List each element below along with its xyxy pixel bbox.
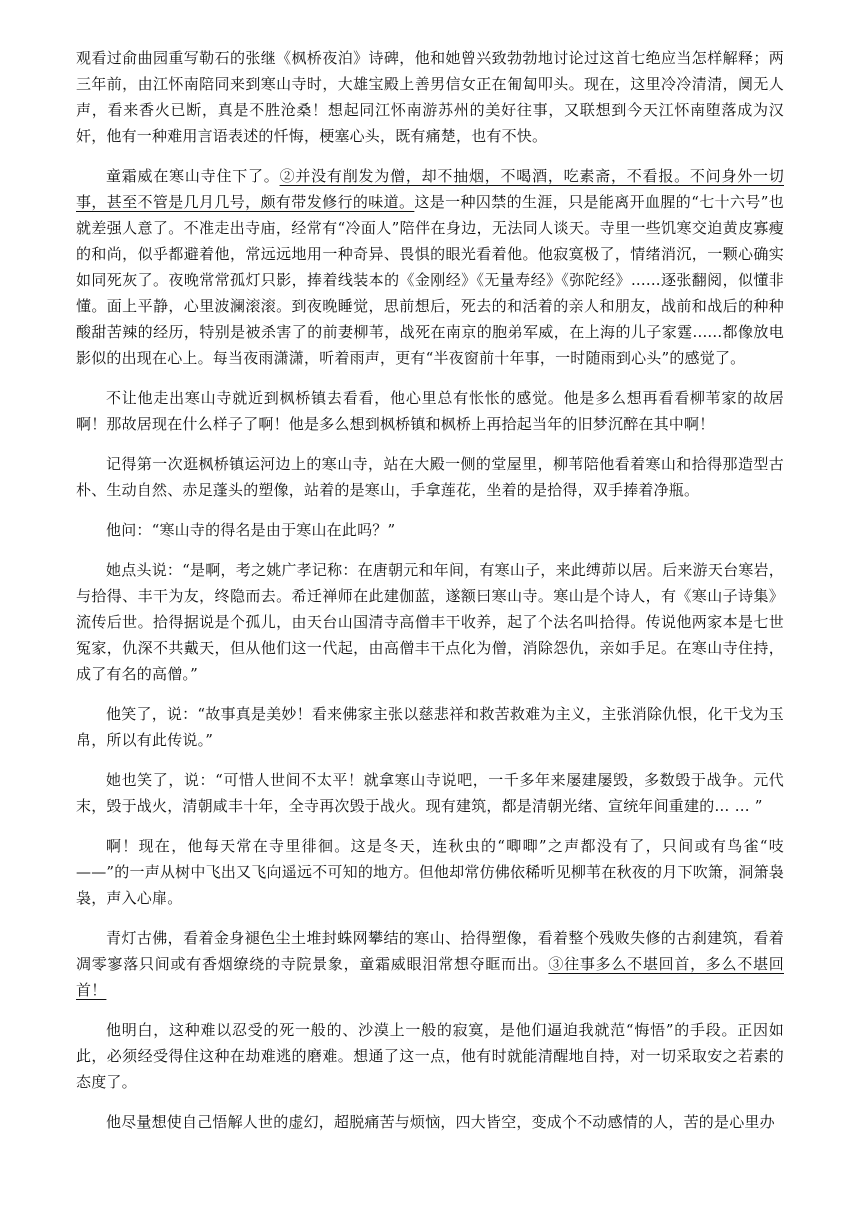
paragraph-3 [76, 385, 784, 437]
paragraph-1-text: 观看过俞曲园重写勒石的张继《枫桥夜泊》诗碑，他和她曾兴致勃勃地讨论过这首七绝应当怎样解释；两三年前，由江怀南陪同来到寒山寺时，大雄宝殿上善男信女正在匍匐叩头。现在，这里冷冷清清，阒无人声，看来香火已断，真是不胜沧桑！想起同江怀南游苏州的美好往事，又联想到今天江怀南堕落成为汉奸，他有一种难用言语表述的忏悔，梗塞心头，既有痛楚，也有不快。 [76, 49, 784, 145]
paragraph-7-text: 他笑了，说：“故事真是美妙！看来佛家主张以慈悲祥和救苦救难为主义，主张消除仇恨，化干戈为玉帛，所以有此传说。” [76, 705, 784, 749]
paragraph-2 [76, 163, 784, 371]
underlined-sentence-3: ③往事多么不堪回首，多么不堪回首！ [76, 955, 784, 999]
paragraph-11-text: 他明白，这种难以忍受的死一般的、沙漠上一般的寂寞，是他们逼迫我就范“悔悟”的手段。正因如此，必须经受得住这种在劫难逃的磨难。想通了这一点，他有时就能清醒地自持，对一切采取安之若素的态度了。 [76, 1021, 784, 1091]
paragraph-6 [76, 557, 784, 687]
paragraph-5 [76, 517, 784, 543]
paragraph-2-text-end: 这是一种囚禁的生涯，只是能离开血腥的“七十六号”也就差强人意了。不准走出寺庙，经常有“冷面人”陪伴在身边，无法同人谈天。寺里一些饥寒交迫黄皮寡瘦的和尚，似乎都避着他，常远远地用一种奇异、畏惧的眼光看着他。他寂寞极了，情绪消沉，一颗心确实如同死灰了。夜晚常常孤灯只影，捧着线装本的《金刚经》《无量寿经》《弥陀经》......逐张翻阅，似懂非懂。面上平静，心里波澜滚滚。到夜晚睡觉，思前想后，死去的和活着的亲人和朋友，战前和战后的种种酸甜苦辣的经历，特别是被杀害了的前妻柳苇，战死在南京的胞弟军威，在上海的儿子家霆......都像放电影似的出现在心上。每当夜雨潇潇，听着雨声，更有“半夜窗前十年事，一时随雨到心头”的感觉了。 [76, 193, 785, 367]
paragraph-9 [76, 833, 784, 911]
paragraph-8 [76, 767, 784, 819]
underlined-sentence-2: ②并没有削发为僧，却不抽烟，不喝酒，吃素斋，不看报。不问身外一切事，甚至不管是几月几号，颇有带发修行的味道。 [76, 167, 784, 211]
paragraph-9-text: 啊！现在，他每天常在寺里徘徊。这是冬天，连秋虫的“唧唧”之声都没有了，只间或有鸟雀“吱——”的一声从树中飞出又飞向遥远不可知的地方。但他却常仿佛依稀听见柳苇在秋夜的月下吹箫，洞箫袅袅，声入心扉。 [76, 837, 784, 907]
paragraph-1 [76, 45, 784, 149]
paragraph-4 [76, 451, 784, 503]
paragraph-10-text: 青灯古佛，看着金身褪色尘土堆封蛛网攀结的寒山、拾得塑像，看着整个残败失修的古刹建筑，看着凋零寥落只间或有香烟缭绕的寺院景象，童霜威眼泪常想夺眶而出。 [76, 929, 784, 973]
paragraph-6-text: 她点头说：“是啊，考之姚广孝记称：在唐朝元和年间，有寒山子，来此缚茆以居。后来游天台寒岩，与拾得、丰干为友，终隐而去。希迁禅师在此建伽蓝，遂额曰寒山寺。寒山是个诗人，有《寒山子诗集》流传后世。拾得据说是个孤儿，由天台山国清寺高僧丰干收养，起了个法名叫拾得。传说他两家本是七世冤家，仇深不共戴天，但从他们这一代起，由高僧丰干点化为僧，消除怨仇，亲如手足。在寒山寺住持，成了有名的高僧。” [76, 561, 784, 683]
paragraph-11 [76, 1017, 784, 1095]
paragraph-5-text: 他问：“寒山寺的得名是由于寒山在此吗？” [106, 521, 396, 539]
paragraph-7 [76, 701, 784, 753]
paragraph-3-text: 不让他走出寒山寺就近到枫桥镇去看看，他心里总有怅怅的感觉。他是多么想再看看柳苇家的故居啊！那故居现在什么样子了啊！他是多么想到枫桥镇和枫桥上再拾起当年的旧梦沉醉在其中啊！ [76, 389, 784, 433]
paragraph-12 [76, 1109, 784, 1135]
paragraph-2-text-start: 童霜威在寒山寺住下了。 [106, 167, 280, 185]
paragraph-12-text: 他尽量想使自己悟解人世的虚幻，超脱痛苦与烦恼，四大皆空，变成个不动感情的人，苦的是心里办 [106, 1113, 775, 1131]
paragraph-8-text: 她也笑了，说：“可惜人世间不太平！就拿寒山寺说吧，一千多年来屡建屡毁，多数毁于战争。元代末，毁于战火，清朝咸丰十年，全寺再次毁于战火。现有建筑，都是清朝光绪、宣统年间重建的… … ” [76, 771, 784, 815]
paragraph-10 [76, 925, 784, 1003]
paragraph-4-text: 记得第一次逛枫桥镇运河边上的寒山寺，站在大殿一侧的堂屋里，柳苇陪他看着寒山和拾得那造型古朴、生动自然、赤足蓬头的塑像，站着的是寒山，手拿莲花，坐着的是拾得，双手捧着净瓶。 [76, 455, 784, 499]
